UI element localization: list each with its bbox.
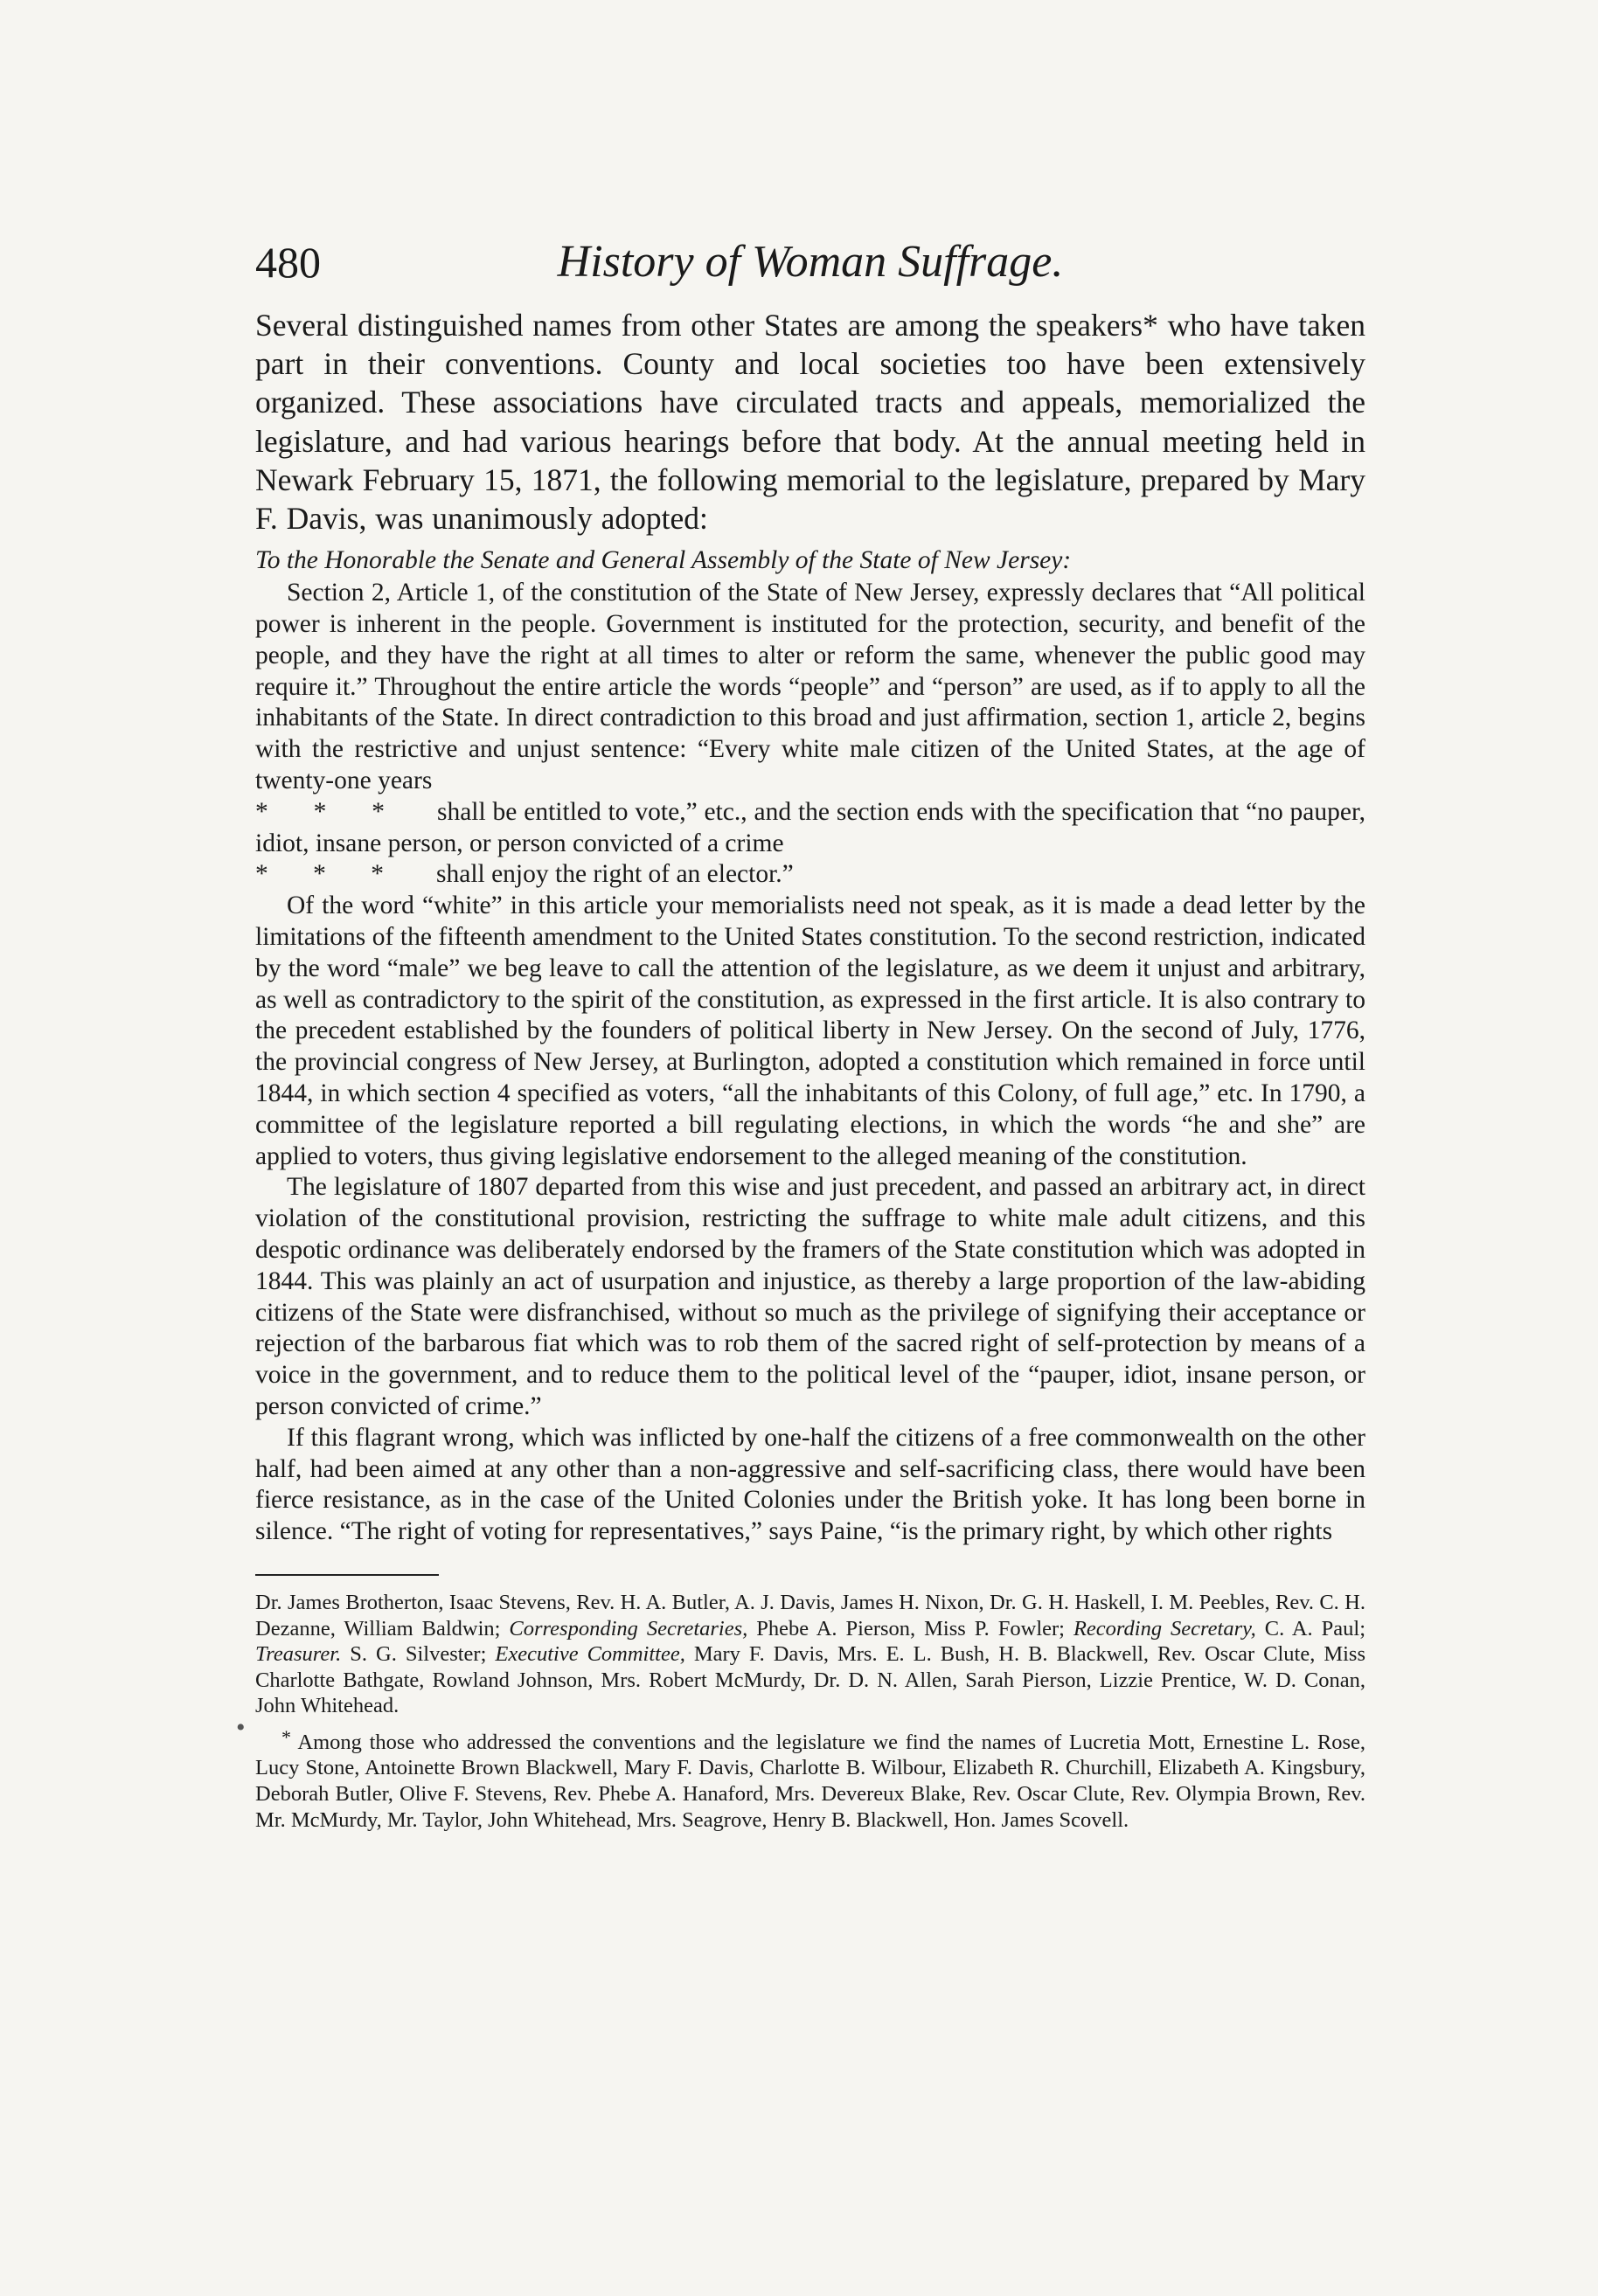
margin-speck: • bbox=[236, 1713, 246, 1742]
memorial-paragraph-1 bbox=[255, 578, 1365, 891]
corresponding-secretaries-label: Corresponding Secretaries, bbox=[509, 1616, 748, 1640]
officers-text-a: Dr. James Brotherton, Isaac Stevens, Rev. H. A. Butler, A. J. Davis, James H. Nixon, Dr. G. H. Haskell, I. M. Peebles, Rev. C. H. Dezanne, William Baldwin; bbox=[255, 1590, 1365, 1640]
memorial-paragraph-2: Of the word “white” in this article your memorialists need not speak, as it is made a dead letter by the limitations of the fifteenth amendment to the United States constitution. To the second restriction, indicated by the word “male” we beg leave to call the attention of the legislature, as we deem it unjust and arbitrary, as well as contradictory to the spirit of the constitution, as expressed in the first article. It is also contrary to the precedent established by the founders of political liberty in New Jersey. On the second of July, 1776, the provincial congress of New Jersey, at Burlington, adopted a constitution which remained in force until 1844, in which section 4 specified as voters, “all the inhabitants of this Colony, of full age,” etc. In 1790, a committee of the legislature reported a bill regulating elections, in which the words “he and she” are applied to voters, thus giving legislative endorsement to the alleged meaning of the constitution. bbox=[255, 891, 1365, 1170]
page-number: 480 bbox=[255, 238, 321, 287]
executive-committee-label: Executive Committee, bbox=[495, 1642, 685, 1667]
footnote-speakers bbox=[255, 1724, 1365, 1833]
recording-secretary-label: Recording Secretary, bbox=[1073, 1616, 1256, 1640]
running-head: History of Woman Suffrage. bbox=[557, 237, 1064, 287]
ellipsis-stars: * * * bbox=[255, 860, 403, 889]
page-header bbox=[255, 234, 1365, 290]
page-body bbox=[255, 306, 1365, 1833]
treasurer-label: Treasurer. bbox=[255, 1642, 342, 1667]
footnote-marker: * bbox=[281, 1725, 291, 1748]
ellipsis-stars: * * * bbox=[255, 797, 404, 826]
memorial-paragraph-4: If this flagrant wrong, which was inflicted by one-half the citizens of a free commonwealth on the other half, had been aimed at any other than a non-aggressive and self-sacrificing class, there would have been fierce resistance, as in the case of the United Colonies under the British yoke. It has long been borne in silence. “The right of voting for representatives,” says Paine, “is the primary right, by which other rights bbox=[255, 1423, 1365, 1546]
memorial-paragraph-1-continued: shall be entitled to vote,” etc., and the section ends with the specification that “no pauper, idiot, insane person, or person convicted of a crime bbox=[255, 797, 1366, 857]
lead-paragraph: Several distinguished names from other States are among the speakers* who have taken part in their conventions. County and local societies too have been extensively organized. These associations have circulated tracts and appeals, memorialized the legislature, and had various hearings before that body. At the annual meeting held in Newark February 15, 1871, the following memorial to the legislature, prepared by Mary F. Davis, was unanimously adopted: bbox=[255, 308, 1365, 537]
memorial-paragraph-1-text: Section 2, Article 1, of the constitution of the State of New Jersey, expressly declares that “All political power is inherent in the people. Government is instituted for the protection, security, and benefit of the people, and they have the right at all times to alter or reform the same, whenever the public good may require it.” Throughout the entire article the words “people” and “person” are used, as if to apply to all the inhabitants of the State. In direct contradiction to this broad and just affirmation, section 1, article 2, begins with the restrictive and unjust sentence: “Every white male citizen of the United States, at the age of twenty-one years bbox=[255, 579, 1365, 794]
footnote-speakers-text: Among those who addressed the conventions and the legislature we find the names of Lucretia Mott, Ernestine L. Rose, Lucy Stone, Antoinette Brown Blackwell, Mary F. Davis, Charlotte B. Wilbour, Elizabeth R. Churchill, Elizabeth A. Kingsbury, Deborah Butler, Olive F. Stevens, Rev. Phebe A. Hanaford, Mrs. Devereux Blake, Rev. Oscar Clute, Rev. Olympia Brown, Rev. Mr. McMurdy, Mr. Taylor, John Whitehead, Mrs. Seagrove, Henry B. Blackwell, Hon. James Scovell. bbox=[255, 1730, 1365, 1832]
footnote-rule bbox=[255, 1574, 439, 1576]
memorial-paragraph-1-end: shall enjoy the right of an elector.” bbox=[436, 860, 794, 889]
officers-text-d: S. G. Silvester; bbox=[350, 1642, 487, 1667]
officers-text-c: C. A. Paul; bbox=[1264, 1616, 1365, 1640]
officers-text-e: Mary F. Davis, Mrs. E. L. Bush, H. B. Blackwell, Rev. Oscar Clute, Miss Charlotte Bathgate, Rowland Johnson, Mrs. Robert McMurdy, Dr. D. N. Allen, Sarah Pierson, Lizzie Prentice, W. D. Conan, John Whitehead. bbox=[255, 1642, 1365, 1718]
memorial-paragraph-3: The legislature of 1807 departed from this wise and just precedent, and passed an arbitrary act, in direct violation of the constitutional provision, restricting the suffrage to white male adult citizens, and this despotic ordinance was deliberately endorsed by the framers of the State constitution which was adopted in 1844. This was plainly an act of usurpation and injustice, as thereby a large proportion of the law-abiding citizens of the State were disfranchised, without so much as the privilege of signifying their acceptance or rejection of the barbarous fiat which was to rob them of the sacred right of self-protection by means of a voice in the government, and to reduce them to the political level of the “pauper, idiot, insane person, or person convicted of crime.” bbox=[255, 1173, 1365, 1420]
officers-text-b: Phebe A. Pierson, Miss P. Fowler; bbox=[756, 1616, 1065, 1640]
footnote-officers bbox=[255, 1590, 1365, 1719]
memorial-address: To the Honorable the Senate and General Assembly of the State of New Jersey: bbox=[255, 546, 1072, 575]
